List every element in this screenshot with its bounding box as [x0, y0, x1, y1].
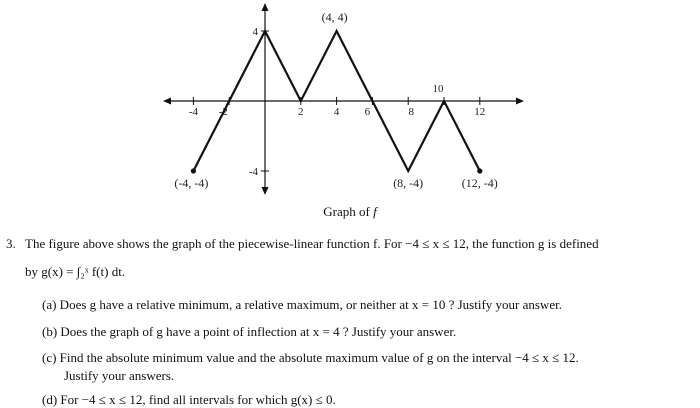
y-tick-label: 4: [252, 26, 258, 38]
x-tick-label: 8: [408, 106, 414, 118]
x-axis-arrow-left: [163, 98, 171, 105]
x-axis-arrow-right: [516, 98, 524, 105]
x-tick-label: 4: [333, 106, 340, 118]
x-tick-label: -2: [218, 106, 228, 118]
graph-of-f: [0, 0, 700, 200]
part-c-continued: Justify your answers.: [64, 368, 175, 383]
y-axis-arrow-up: [262, 3, 269, 11]
series-f-point: [477, 168, 482, 173]
series-f-point: [191, 168, 196, 173]
problem-intro-line1: The figure above shows the graph of the piecewise-linear function f. For −4 ≤ x ≤ 12, the function g is defined: [25, 236, 599, 251]
caption-function: f: [373, 204, 377, 219]
part-d: (d) For −4 ≤ x ≤ 12, find all intervals for which g(x) ≤ 0.: [42, 392, 336, 407]
x-tick-label: 10: [432, 83, 444, 95]
point-annotation: (8, -4): [393, 176, 424, 190]
problem-intro-line2: by g(x) = ∫₂ˣ f(t) dt.: [25, 264, 126, 279]
problem-number: 3.: [6, 236, 16, 251]
y-tick-label: -4: [248, 166, 258, 178]
point-annotation: (-4, -4): [174, 176, 209, 190]
caption-prefix: Graph of: [323, 204, 370, 219]
x-tick-label: -4: [188, 106, 198, 118]
point-annotation: (4, 4): [321, 10, 348, 24]
figure-caption: [0, 204, 700, 220]
x-tick-label: 12: [474, 106, 486, 118]
y-axis-arrow-down: [262, 187, 269, 195]
point-annotation: (12, -4): [461, 176, 498, 190]
x-tick-label: 6: [364, 106, 371, 118]
part-a: (a) Does g have a relative minimum, a relative maximum, or neither at x = 10 ? Justify your answer.: [42, 297, 562, 312]
part-b: (b) Does the graph of g have a point of inflection at x = 4 ? Justify your answer.: [42, 324, 457, 339]
part-c: (c) Find the absolute minimum value and the absolute maximum value of g on the interval −4 ≤ x ≤ 12.: [42, 350, 579, 365]
x-tick-label: 2: [298, 106, 304, 118]
